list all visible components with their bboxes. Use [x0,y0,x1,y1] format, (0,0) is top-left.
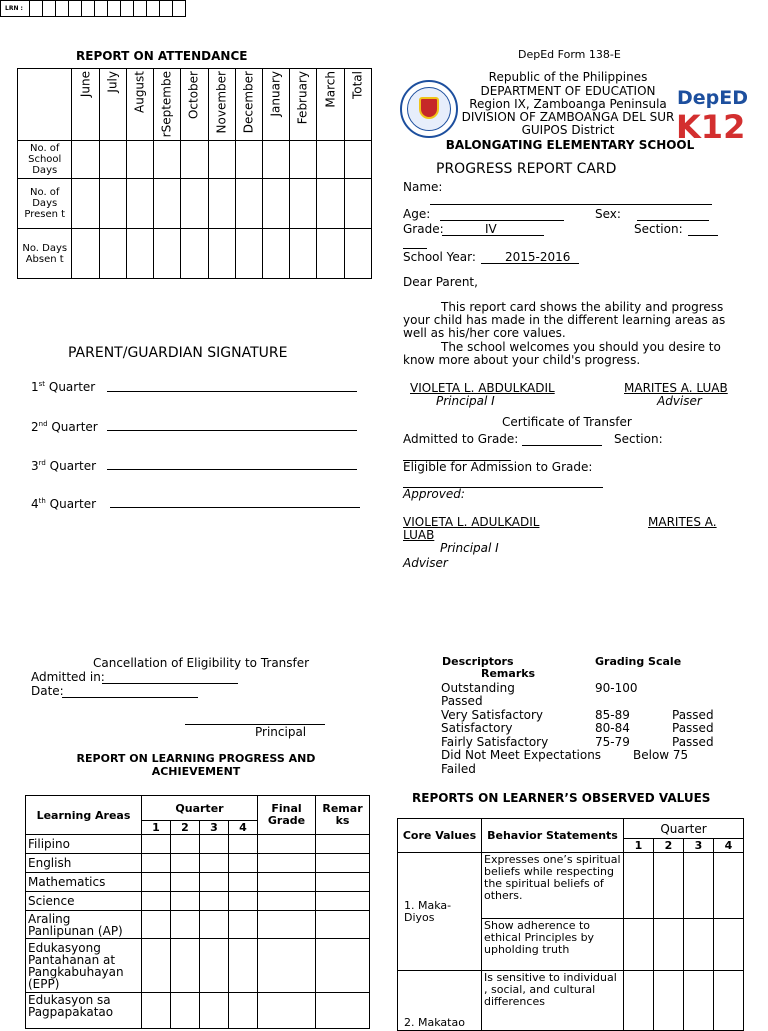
core-value: 1. Maka- Diyos [398,853,482,971]
descriptor-scale: Below 75 [633,748,689,762]
dear-parent: Dear Parent, [403,275,478,289]
month-header: October [181,69,208,141]
learning-area: Filipino [26,835,142,854]
quarter-label-2: 2nd Quarter [31,420,98,434]
quarter-label-3: 3rd Quarter [31,459,97,473]
quarter-num: 1 [624,839,654,853]
descriptor-row: Outstanding [441,681,515,695]
quarter-num: 1 [142,821,171,835]
approved-label: Approved: [403,487,465,501]
quarter-num: 4 [714,839,744,853]
descriptor-scale: 85-89 [595,708,630,722]
sex-label: Sex: [595,207,621,221]
behavior-statement: Expresses one’s spiritual beliefs while respecting the spiritual beliefs of others. [482,853,624,919]
month-header: July [99,69,126,141]
learning-areas-header: Learning Areas [26,796,142,835]
month-header: August [126,69,153,141]
descriptor-scale: 75-79 [595,735,630,749]
lrn-label: LRN : [0,0,30,17]
remarks-col-header: Remar ks [316,796,370,835]
core-value: 2. Makatao [398,971,482,1031]
svg-text:K12: K12 [676,108,746,146]
descriptor-row: Did Not Meet Expectations [441,748,602,762]
table-row [26,873,370,892]
header-district: GUIPOS District [521,123,615,137]
school-name: BALONGATING ELEMENTARY SCHOOL [445,138,695,152]
descriptor-remark: Passed [441,694,483,708]
header-republic: Republic of the Philippines [488,70,648,84]
transfer-principal-name: VIOLETA L. ADULKADIL [403,515,540,529]
adviser-name: MARITES A. LUAB [624,381,728,395]
descriptor-row: Very Satisfactory [441,708,544,722]
table-row [26,835,370,854]
attendance-table [17,68,372,279]
descriptor-remark: Passed [672,708,714,722]
month-header: November [208,69,235,141]
remarks-header: Remarks [481,667,536,680]
month-header: December [235,69,262,141]
principal-name: VIOLETA L. ABDULKADIL [410,381,555,395]
table-row [398,853,744,919]
signature-line-3[interactable] [107,469,357,470]
admitted-in-label: Admitted in: [31,670,105,684]
transfer-adviser-name-cont: LUAB [403,528,435,542]
attendance-row-label: No. of School Days [18,141,72,179]
transfer-title: Certificate of Transfer [502,415,632,429]
table-row [26,911,370,939]
admitted-grade-field[interactable] [522,445,602,446]
behavior-statement: Show adherence to ethical Principles by upholding truth [482,919,624,971]
quarter-num: 4 [229,821,258,835]
attendance-row-label: No. of Days Presen t [18,179,72,229]
descriptor-scale: 80-84 [595,721,630,735]
quarter-num: 3 [684,839,714,853]
lrn-boxes[interactable] [0,0,768,17]
intro-text: your child has made in the different learning areas as [403,313,726,327]
svg-text:DepED: DepED [677,87,749,109]
admitted-grade-label: Admitted to Grade: [403,432,519,446]
date-label: Date: [31,684,64,698]
name-label: Name: [403,180,443,194]
header-department: DEPARTMENT OF EDUCATION [480,84,656,98]
table-row [26,854,370,873]
descriptor-remark: Passed [672,721,714,735]
signature-title: PARENT/GUARDIAN SIGNATURE [68,345,288,361]
transfer-adviser-name: MARITES A. [648,515,717,529]
descriptor-remark: Failed [441,762,476,776]
month-header: January [262,69,289,141]
values-table [397,818,744,1031]
month-header: Total [344,69,371,141]
quarter-label-1: 1st Quarter [31,380,96,394]
signature-line-1[interactable] [107,391,357,392]
behavior-header: Behavior Statements [482,819,624,853]
final-grade-header: Final Grade [258,796,316,835]
transfer-section-label: Section: [614,432,663,446]
transfer-adviser-title: Adviser [403,556,448,570]
attendance-row [18,179,372,229]
transfer-principal-title: Principal I [440,541,499,555]
grade-label: Grade: [403,222,444,236]
learning-area: English [26,854,142,873]
month-header: June [72,69,99,141]
learning-title-cont: ACHIEVEMENT [151,765,241,778]
learning-area: Edukasyon sa Pagpapakatao [26,993,142,1029]
intro-text: well as his/her core values. [403,326,566,340]
intro-text: know more about your child's progress. [403,353,641,367]
month-header: February [290,69,317,141]
quarter-num: 2 [171,821,200,835]
header-division: DIVISION OF ZAMBOANGA DEL SUR [461,110,675,124]
signature-line-2[interactable] [107,430,357,431]
sex-field[interactable] [637,220,709,221]
principal-label: Principal [255,725,307,739]
descriptor-row: Fairly Satisfactory [441,735,549,749]
attendance-title: REPORT ON ATTENDANCE [76,49,248,63]
card-title: PROGRESS REPORT CARD [436,161,617,177]
form-number: DepEd Form 138-E [518,48,621,61]
section-label: Section: [634,222,683,236]
table-row [398,971,744,1031]
section-field[interactable] [688,235,718,236]
core-values-header: Core Values [398,819,482,853]
learning-area: Science [26,892,142,911]
header-region: Region IX, Zamboanga Peninsula [469,97,667,111]
quarter-header: Quarter [142,796,258,821]
table-row [26,939,370,993]
intro-text: This report card shows the ability and progress [441,300,724,314]
month-header: rSeptembe [154,69,181,141]
age-field[interactable] [440,220,564,221]
month-header: March [317,69,344,141]
attendance-row-label: No. Days Absen t [18,229,72,279]
descriptor-row: Satisfactory [441,721,513,735]
learning-area: Edukasyong Pantahanan at Pangkabuhayan (EPP) [26,939,142,993]
deped-k12-logo-icon [676,80,749,146]
name-field[interactable] [430,204,712,205]
table-row [26,892,370,911]
school-year-value: 2015-2016 [505,250,571,264]
adviser-title: Adviser [657,394,702,408]
signature-line-4[interactable] [110,507,360,508]
descriptors-header: Descriptors [442,655,514,668]
quarter-num: 2 [654,839,684,853]
attendance-row [18,229,372,279]
attendance-month-row [18,69,372,141]
descriptor-scale: 90-100 [595,681,638,695]
quarter-num: 3 [200,821,229,835]
learning-table [25,795,370,1029]
admitted-in-field[interactable] [102,683,238,684]
school-year-label: School Year: [403,250,476,264]
descriptor-remark: Passed [672,735,714,749]
grading-scale-header: Grading Scale [595,655,682,668]
quarter-label-4: 4th Quarter [31,497,97,511]
values-quarter-header: Quarter [624,819,744,839]
grade-value: IV [485,222,497,236]
principal-title: Principal I [436,394,495,408]
eligible-label: Eligible for Admission to Grade: [403,460,593,474]
learning-area: Araling Panlipunan (AP) [26,911,142,939]
intro-text: The school welcomes you should you desire to [441,340,721,354]
date-field[interactable] [62,697,198,698]
attendance-row [18,141,372,179]
deped-seal-icon [400,80,458,138]
learning-title: REPORT ON LEARNING PROGRESS AND [76,752,316,765]
cancellation-title: Cancellation of Eligibility to Transfer [93,656,310,670]
learning-area: Mathematics [26,873,142,892]
values-title: REPORTS ON LEARNER’S OBSERVED VALUES [412,791,711,805]
behavior-statement: Is sensitive to individual , social, and cultural differences [482,971,624,1031]
age-label: Age: [403,207,431,221]
table-row [26,993,370,1029]
